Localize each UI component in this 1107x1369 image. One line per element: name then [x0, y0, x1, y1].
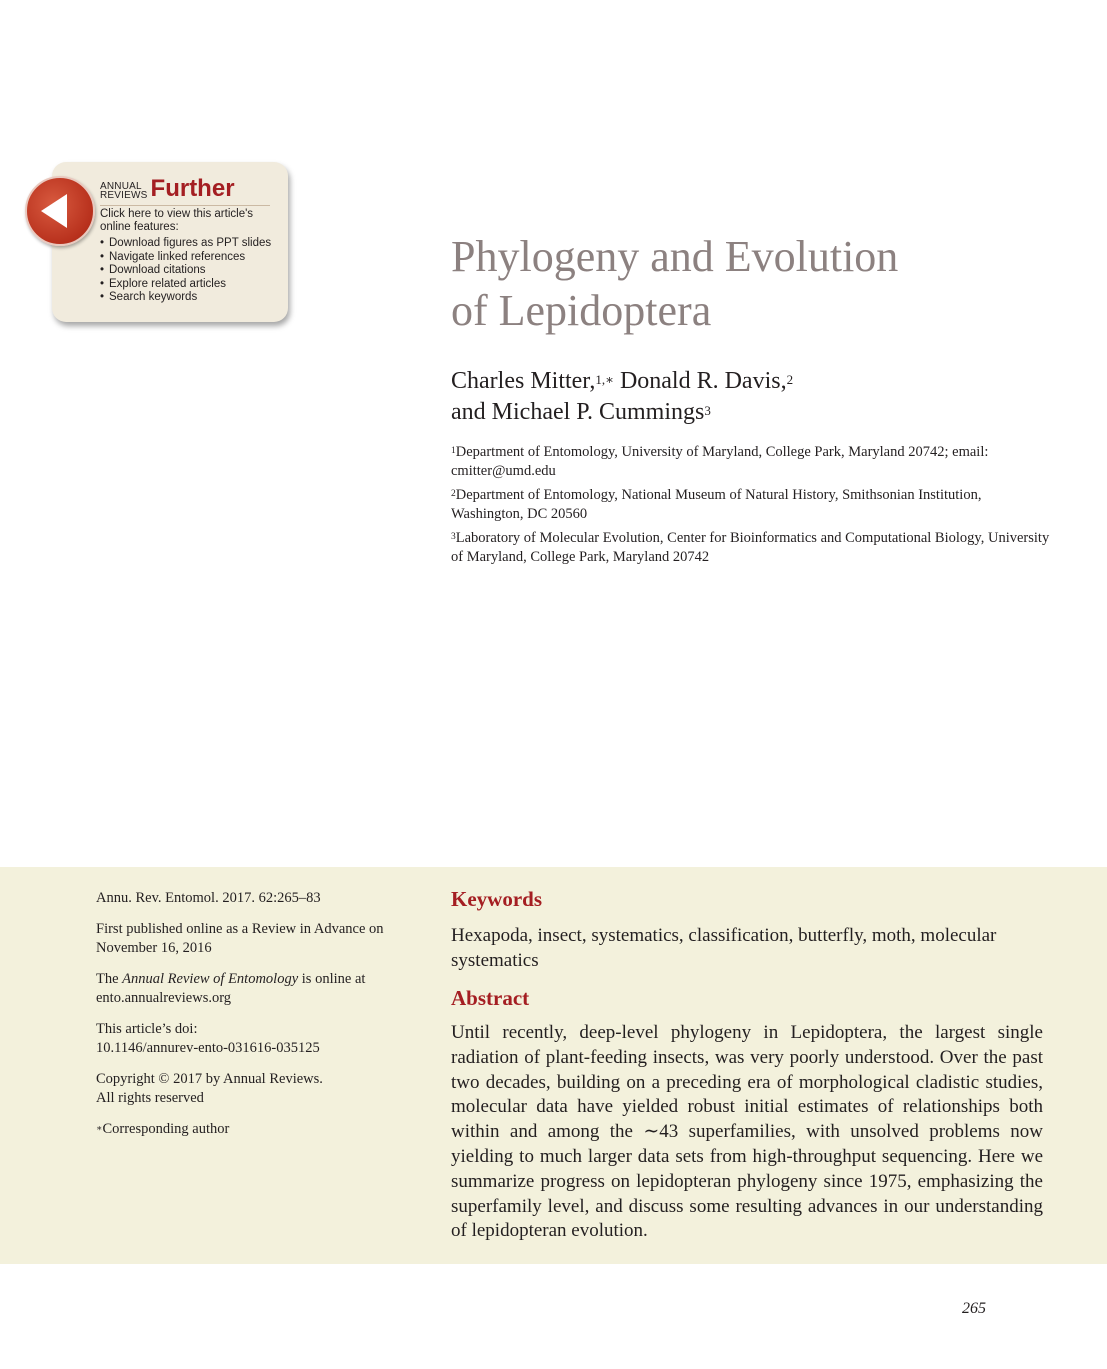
keywords-heading: Keywords: [451, 887, 542, 911]
affiliation-sup: 1: [451, 446, 456, 456]
author-name: and Michael P. Cummings: [451, 399, 705, 425]
corresponding-sup: ∗: [96, 1124, 103, 1134]
affiliation-text: Department of Entomology, University of Maryland, College Park, Maryland 20742; email: cmitter@umd.edu: [451, 444, 989, 479]
author-sup: 1,∗: [595, 372, 614, 387]
title-line-2: of Lepidoptera: [451, 286, 712, 335]
further-feature-list: [100, 237, 280, 305]
affiliation: [451, 529, 1051, 566]
rights-line: All rights reserved: [96, 1090, 204, 1106]
doi-label: This article’s doi:: [96, 1021, 198, 1037]
feature-item[interactable]: • Download figures as PPT slides: [100, 237, 280, 251]
page-number: 265: [962, 1300, 986, 1317]
author-name: Donald R. Davis,: [613, 368, 787, 394]
copyright-line: Copyright © 2017 by Annual Reviews.: [96, 1071, 323, 1087]
click-here-link[interactable]: Click here: [100, 208, 152, 220]
author-name: Charles Mitter,: [451, 368, 596, 394]
further-divider: [100, 205, 270, 206]
back-arrow-icon[interactable]: [25, 176, 95, 246]
keywords-text: Hexapoda, insect, systematics, classification, butterfly, moth, molecular systematics: [451, 925, 997, 971]
author-list: [451, 366, 1071, 428]
affiliations: [451, 443, 1051, 572]
author-sup: 2: [786, 372, 794, 387]
brand-further: Further: [150, 175, 235, 202]
title-line-1: Phylogeny and Evolution: [451, 232, 899, 281]
further-description: [100, 208, 280, 305]
affiliation: [451, 486, 1051, 523]
online-suffix: is online at ento.annualreviews.org: [96, 971, 366, 1006]
affiliation-sup: 2: [451, 489, 456, 499]
feature-item[interactable]: • Explore related articles: [100, 278, 280, 292]
corresponding-text: Corresponding author: [102, 1121, 230, 1137]
brand-annual: ANNUAL: [100, 181, 142, 192]
feature-item[interactable]: • Download citations: [100, 264, 280, 278]
affiliation-text: Laboratory of Molecular Evolution, Center for Bioinformatics and Computational Biology, University of Maryland, College Park, Maryland 20742: [451, 530, 1050, 565]
article-metadata: [96, 889, 416, 1151]
brand-reviews: REVIEWS: [100, 190, 148, 201]
corresponding-note: [96, 1120, 416, 1139]
doi-block: [96, 1020, 416, 1058]
affiliation: [451, 443, 1051, 480]
annual-reviews-further-logo: [100, 175, 235, 202]
published-date: First published online as a Review in Advance on November 16, 2016: [96, 921, 384, 956]
affiliation-sup: 3: [451, 532, 456, 542]
author-sup: 3: [704, 403, 711, 418]
journal-name: Annual Review of Entomology: [122, 971, 299, 987]
doi-value[interactable]: 10.1146/annurev-ento-031616-035125: [96, 1040, 320, 1056]
article-title: [451, 230, 1071, 338]
citation: Annu. Rev. Entomol. 2017. 62:265–83: [96, 890, 321, 906]
affiliation-text: Department of Entomology, National Museum of Natural History, Smithsonian Institution, Washington, DC 20560: [451, 487, 982, 522]
abstract-text: Until recently, deep-level phylogeny in Lepidoptera, the largest single radiation of plant-feeding insects, was very poorly understood. Over the past two decades, building on a preceding era of morphological cladistic studies, molecular data have yielded robust initial estimates of relationships both within and among the ∼43 superfamilies, with unsolved problems now yielding to much larger data sets from high-throughput sequencing. Here we summarize progress on lepidopteran phylogeny since 1975, emphasizing the superfamily level, and discuss some resulting advances in our understanding of lepidopteran evolution.: [451, 1022, 1043, 1242]
further-intro: to view this article's online features:: [100, 208, 254, 233]
abstract-heading: Abstract: [451, 986, 530, 1010]
online-prefix: The: [96, 971, 123, 987]
feature-item[interactable]: • Navigate linked references: [100, 251, 280, 265]
feature-item[interactable]: • Search keywords: [100, 291, 280, 305]
online-location: [96, 970, 416, 1008]
copyright: [96, 1070, 416, 1108]
